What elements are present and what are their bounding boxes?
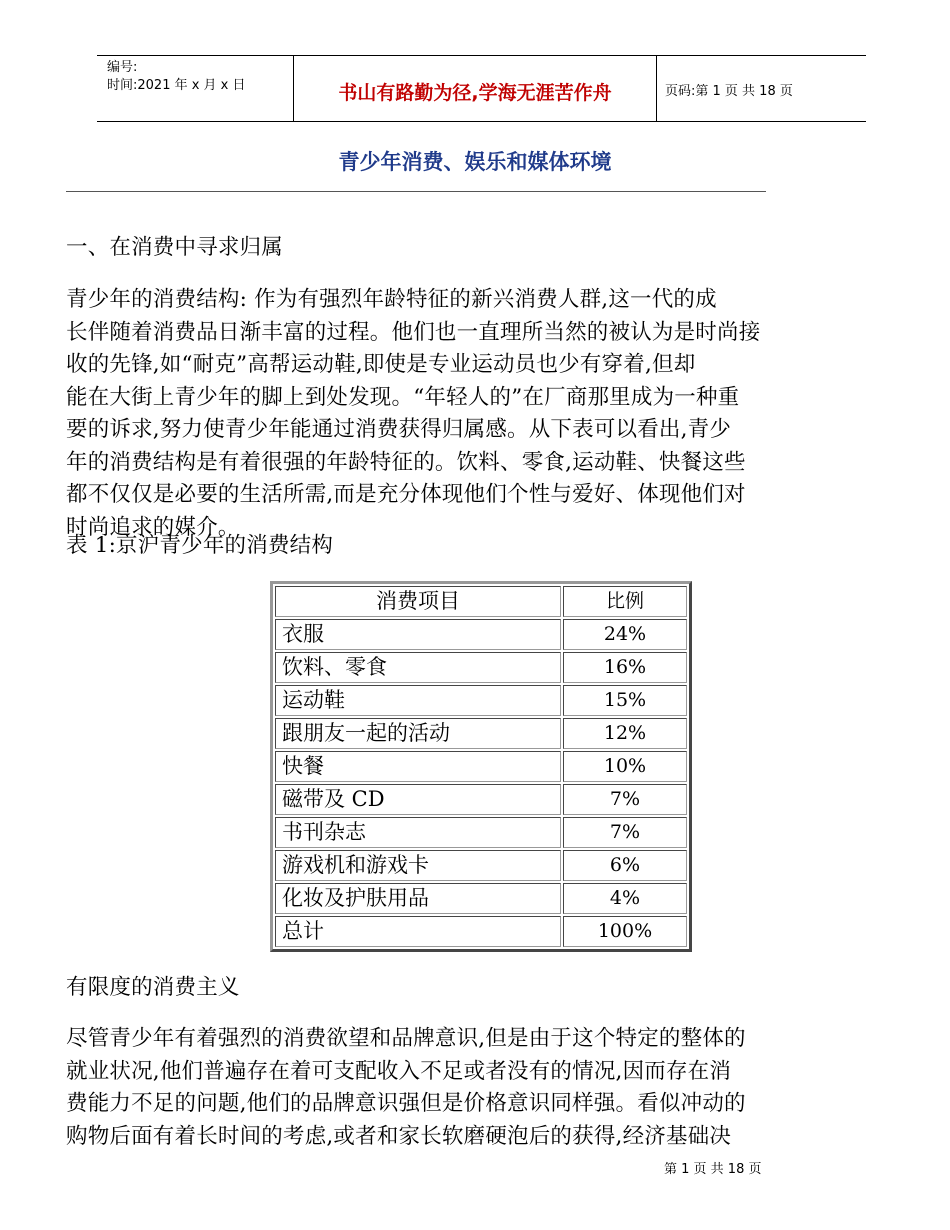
table-row <box>275 718 687 749</box>
table-row <box>275 619 687 650</box>
table-cell-item: 衣服 <box>275 619 561 650</box>
doc-number-label: 编号: <box>107 60 138 75</box>
table-cell-item: 总计 <box>275 916 561 947</box>
para1-line: 要的诉求,努力使青少年能通过消费获得归属感。从下表可以看出,青少 <box>66 417 732 442</box>
para1-line: 能在大街上青少年的脚上到处发现。“年轻人的”在厂商那里成为一种重 <box>66 384 740 410</box>
header-divider-2 <box>656 56 657 121</box>
table-row <box>275 685 687 716</box>
header-meta <box>107 59 246 95</box>
table-cell-item: 磁带及 CD <box>275 784 561 815</box>
doc-date-label: 时间:2021 年 x 月 x 日 <box>107 78 246 93</box>
table-row <box>275 850 687 881</box>
header-motto: 书山有路勤为径,学海无涯苦作舟 <box>338 82 612 104</box>
title-rule <box>66 191 766 192</box>
header-page-info: 页码:第 1 页 共 18 页 <box>665 84 793 99</box>
table-row <box>275 652 687 683</box>
table-row-total <box>275 916 687 947</box>
table-cell-ratio: 12% <box>563 718 687 749</box>
table-cell-ratio: 7% <box>563 784 687 815</box>
table-cell-item: 运动鞋 <box>275 685 561 716</box>
table-cell-ratio: 7% <box>563 817 687 848</box>
table-cell-ratio: 15% <box>563 685 687 716</box>
paragraph-1 <box>66 284 886 544</box>
table-cell-item: 化妆及护肤用品 <box>275 883 561 914</box>
para2-line: 尽管青少年有着强烈的消费欲望和品牌意识,但是由于这个特定的整体的 <box>66 1026 746 1051</box>
table-cell-ratio: 100% <box>563 916 687 947</box>
header-top-rule <box>97 55 866 56</box>
table-row <box>275 784 687 815</box>
table-row <box>275 883 687 914</box>
table-row <box>275 751 687 782</box>
table-caption: 表 1:京沪青少年的消费结构 <box>66 533 334 558</box>
table-header-row <box>275 586 687 617</box>
consumption-table <box>270 581 692 952</box>
para2-line: 购物后面有着长时间的考虑,或者和家长软磨硬泡后的获得,经济基础决 <box>66 1123 732 1149</box>
table-cell-item: 快餐 <box>275 751 561 782</box>
table-cell-item: 书刊杂志 <box>275 817 561 848</box>
section1-heading: 一、在消费中寻求归属 <box>66 235 284 260</box>
table-cell-ratio: 16% <box>563 652 687 683</box>
table-row <box>275 817 687 848</box>
table-cell-ratio: 4% <box>563 883 687 914</box>
para1-line: 年的消费结构是有着很强的年龄特征的。饮料、零食,运动鞋、快餐这些 <box>66 449 746 475</box>
table-header-ratio: 比例 <box>563 586 687 617</box>
table-cell-item: 游戏机和游戏卡 <box>275 850 561 881</box>
para1-line: 都不仅仅是必要的生活所需,而是充分体现他们个性与爱好、体现他们对 <box>66 482 746 507</box>
para1-line: 收的先锋,如“耐克”高帮运动鞋,即使是专业运动员也少有穿着,但却 <box>66 352 696 377</box>
page-footer: 第 1 页 共 18 页 <box>664 1162 762 1177</box>
table-cell-ratio: 6% <box>563 850 687 881</box>
table-header-item: 消费项目 <box>275 586 561 617</box>
paragraph-2 <box>66 1023 886 1153</box>
table-cell-item: 跟朋友一起的活动 <box>275 718 561 749</box>
table-cell-ratio: 10% <box>563 751 687 782</box>
section2-heading: 有限度的消费主义 <box>66 975 240 1000</box>
table-cell-ratio: 24% <box>563 619 687 650</box>
para1-line: 青少年的消费结构: 作为有强烈年龄特征的新兴消费人群,这一代的成 <box>66 287 717 312</box>
para2-line: 费能力不足的问题,他们的品牌意识强但是价格意识同样强。看似冲动的 <box>66 1091 746 1116</box>
para1-line: 长伴随着消费品日渐丰富的过程。他们也一直理所当然的被认为是时尚接 <box>66 319 761 345</box>
para1-line: 时尚追求的媒介。 <box>66 514 240 540</box>
header-bottom-rule <box>97 121 866 122</box>
table-cell-item: 饮料、零食 <box>275 652 561 683</box>
para2-line: 就业状况,他们普遍存在着可支配收入不足或者没有的情况,因而存在消 <box>66 1058 732 1084</box>
page-title: 青少年消费、娱乐和媒体环境 <box>338 150 612 174</box>
